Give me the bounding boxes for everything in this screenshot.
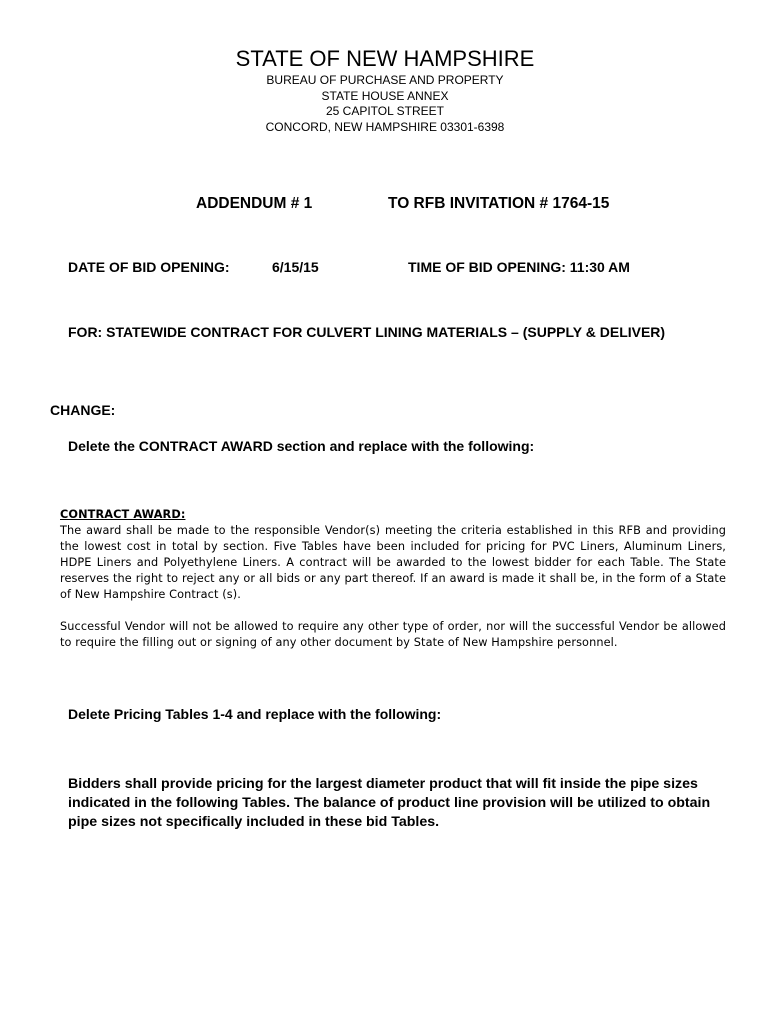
change-instruction-pricing: Delete Pricing Tables 1-4 and replace with the following: xyxy=(68,706,442,722)
bidders-pricing-paragraph: Bidders shall provide pricing for the largest diameter product that will fit inside the pipe sizes indicated in the following Tables. The balance of product line provision will be utilized to obtain pipe sizes not specifically included in these bid Tables. xyxy=(68,776,711,830)
contract-award-heading: CONTRACT AWARD: xyxy=(60,508,186,521)
successful-vendor-paragraph: Successful Vendor will not be allowed to require any other type of order, nor will the successful Vendor be allowed to require the filling out or signing of any other document by State of New Hampshire personnel. xyxy=(60,620,726,649)
header-street: 25 CAPITOL STREET xyxy=(325,104,445,118)
addendum-number: ADDENDUM # 1 xyxy=(196,195,313,212)
contract-award-section xyxy=(60,507,726,603)
header-city: CONCORD, NEW HAMPSHIRE 03301-6398 xyxy=(265,119,505,134)
for-line: FOR: STATEWIDE CONTRACT FOR CULVERT LINING MATERIALS – (SUPPLY & DELIVER) xyxy=(68,324,666,340)
change-instruction-award: Delete the CONTRACT AWARD section and replace with the following: xyxy=(68,438,535,454)
contract-award-paragraph: The award shall be made to the responsible Vendor(s) meeting the criteria established in this RFB and providing the lowest cost in total by section. Five Tables have been included for pricing for PVC Liners, Aluminum Liners, HDPE Liners and Polyethylene Liners. A contract will be awarded to the lowest bidder for each Table. The State reserves the right to reject any or all bids or any part thereof. If an award is made it shall be, in the form of a State of New Hampshire Contract (s). xyxy=(60,524,726,601)
bid-opening-date-value: 6/15/15 xyxy=(272,259,319,275)
change-heading: CHANGE: xyxy=(50,402,116,418)
header-address-block xyxy=(0,73,770,135)
bid-opening-time: TIME OF BID OPENING: 11:30 AM xyxy=(408,259,630,275)
page-title: STATE OF NEW HAMPSHIRE xyxy=(235,46,535,71)
bid-opening-date-label: DATE OF BID OPENING: xyxy=(68,259,230,275)
header-bureau: BUREAU OF PURCHASE AND PROPERTY xyxy=(266,73,504,87)
rfb-invitation-number: TO RFB INVITATION # 1764-15 xyxy=(388,195,610,212)
header-building: STATE HOUSE ANNEX xyxy=(321,88,449,103)
